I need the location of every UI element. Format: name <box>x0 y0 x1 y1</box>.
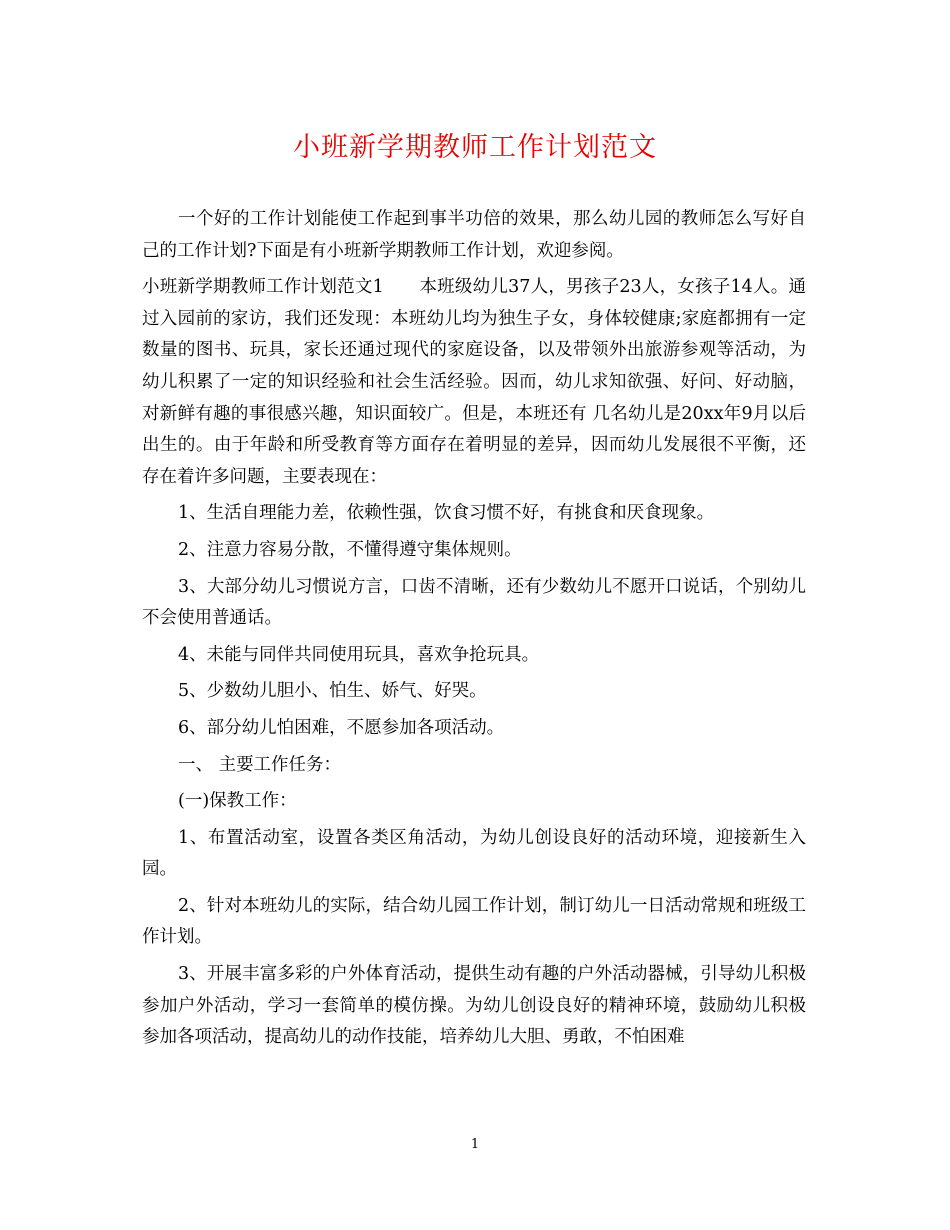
task-item-1: 1、布置活动室，设置各类区角活动，为幼儿创设良好的活动环境，迎接新生入园。 <box>142 827 806 880</box>
class-overview-paragraph: 小班新学期教师工作计划范文1 本班级幼儿37人，男孩子23人，女孩子14人。通过入园前的家访，我们还发现：本班幼儿均为独生子女，身体较健康;家庭都拥有一定数量的图书、玩具，家长还通过现代的家庭设备，以及带领外出旅游参观等活动，为幼儿积累了一定的知识经验和社会生活经验。因而，幼儿求知欲强、好问、好动脑，对新鲜有趣的事很感兴趣，知识面较广。但是，本班还有 几名幼儿是20xx年9月以后出生的。由于年龄和所受教育等方面存在着明显的差异，因而幼儿发展很不平衡，还存在着许多问题，主要表现在： <box>142 277 806 487</box>
document-title: 小班新学期教师工作计划范文 <box>293 132 657 163</box>
issue-item-2: 2、注意力容易分散，不懂得遵守集体规则。 <box>178 539 522 560</box>
document-body <box>142 204 806 1059</box>
page-number: 1 <box>470 1137 480 1152</box>
issue-item-3: 3、大部分幼儿习惯说方言，口齿不清晰，还有少数幼儿不愿开口说话，个别幼儿不会使用普通话。 <box>142 576 806 629</box>
issue-item-5: 5、少数幼儿胆小、怕生、娇气、好哭。 <box>178 681 487 702</box>
intro-paragraph: 一个好的工作计划能使工作起到事半功倍的效果，那么幼儿园的教师怎么写好自己的工作计划?下面是有小班新学期教师工作计划，欢迎参阅。 <box>142 209 806 261</box>
issue-item-6: 6、部分幼儿怕困难，不愿参加各项活动。 <box>178 717 505 738</box>
issue-item-1: 1、生活自理能力差，依赖性强，饮食习惯不好，有挑食和厌食现象。 <box>178 503 715 524</box>
issue-item-4: 4、未能与同伴共同使用玩具，喜欢争抢玩具。 <box>178 644 540 665</box>
task-item-2: 2、针对本班幼儿的实际，结合幼儿园工作计划，制订幼儿一日活动常规和班级工作计划。 <box>142 895 806 948</box>
subsection-heading-care-education: (一)保教工作： <box>178 791 297 812</box>
task-item-3: 3、开展丰富多彩的户外体育活动，提供生动有趣的户外活动器械，引导幼儿积极参加户外活动，学习一套简单的模仿操。为幼儿创设良好的精神环境，鼓励幼儿积极参加各项活动，提高幼儿的动作技能，培养幼儿大胆、勇敢，不怕困难 <box>142 964 806 1048</box>
section-heading-main-tasks: 一、 主要工作任务： <box>178 754 342 775</box>
